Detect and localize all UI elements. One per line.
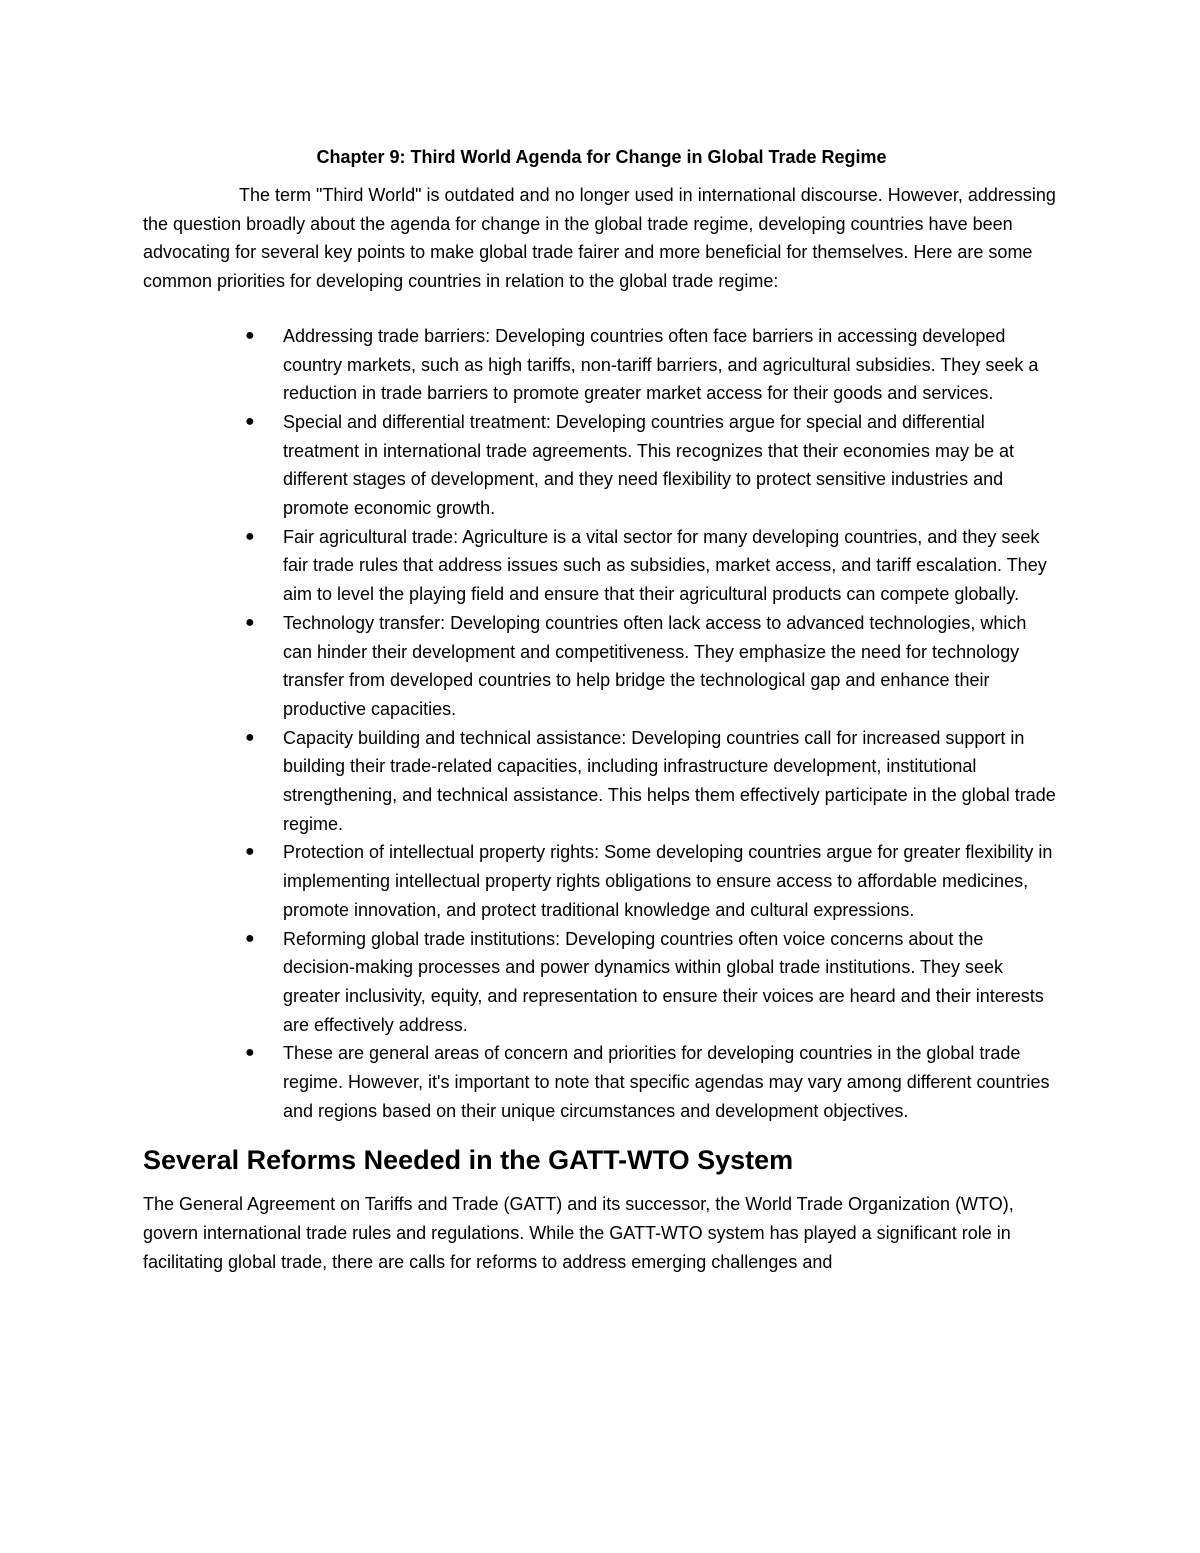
list-item-text: Reforming global trade institutions: Developing countries often voice concerns about the decision-making processes and power dynamics within global trade institutions. They seek greater inclusivity, equity, and representation to ensure their voices are heard and their interests are effectively address. xyxy=(283,928,1044,1035)
list-item xyxy=(245,609,1060,724)
priorities-list xyxy=(143,322,1060,1126)
list-item-text: Special and differential treatment: Developing countries argue for special and differential treatment in international trade agreements. This recognizes that their economies may be at different stages of development, and they need flexibility to protect sensitive industries and promote economic growth. xyxy=(283,411,1015,519)
list-item-text: Fair agricultural trade: Agriculture is a vital sector for many developing countries, and they seek fair trade rules that address issues such as subsidies, market access, and tariff escalation. They aim to level the playing field and ensure that their agricultural products can compete globally. xyxy=(283,526,1047,605)
list-item-text: Technology transfer: Developing countries often lack access to advanced technologies, which can hinder their development and competitiveness. They emphasize the need for technology transfer from developed countries to help bridge the technological gap and enhance their productive capacities. xyxy=(283,612,1027,719)
bullet-icon: ● xyxy=(245,613,255,631)
list-item xyxy=(245,1039,1060,1125)
bullet-icon: ● xyxy=(245,412,255,430)
list-item xyxy=(245,724,1060,839)
bullet-icon: ● xyxy=(245,326,255,344)
list-item xyxy=(245,838,1060,924)
bullet-icon: ● xyxy=(245,728,255,746)
bullet-icon: ● xyxy=(245,1044,255,1062)
section-heading: Several Reforms Needed in the GATT-WTO System xyxy=(143,1144,794,1175)
bullet-icon: ● xyxy=(245,929,255,947)
list-item-text: These are general areas of concern and priorities for developing countries in the global trade regime. However, it's important to note that specific agendas may vary among different countries and regions based on their unique circumstances and development objectives. xyxy=(283,1043,1050,1121)
bullet-icon: ● xyxy=(245,527,255,545)
list-item-text: Addressing trade barriers: Developing countries often face barriers in accessing developed country markets, such as high tariffs, non-tariff barriers, and agricultural subsidies. They seek a reduction in trade barriers to promote greater market access for their goods and services. xyxy=(283,325,1039,404)
bullet-icon: ● xyxy=(245,843,255,861)
list-item xyxy=(245,408,1060,523)
intro-paragraph: The term "Third World" is outdated and no longer used in international discourse. However, addressing the question broadly about the agenda for change in the global trade regime, developing countries have been advocating for several key points to make global trade fairer and more beneficial for themselves. Here are some common priorities for developing countries in relation to the global trade regime: xyxy=(143,185,1056,292)
list-item xyxy=(245,925,1060,1040)
list-item xyxy=(245,322,1060,408)
list-item xyxy=(245,523,1060,609)
list-item-text: Capacity building and technical assistance: Developing countries call for increased support in building their trade-related capacities, including infrastructure development, institutional strengthening, and technical assistance. This helps them effectively participate in the global trade regime. xyxy=(283,727,1056,834)
section-paragraph: The General Agreement on Tariffs and Trade (GATT) and its successor, the World Trade Organization (WTO), govern international trade rules and regulations. While the GATT-WTO system has played a significant role in facilitating global trade, there are calls for reforms to address emerging challenges and xyxy=(143,1194,1014,1272)
chapter-title: Chapter 9: Third World Agenda for Change in Global Trade Regime xyxy=(316,147,887,167)
list-item-text: Protection of intellectual property rights: Some developing countries argue for greater flexibility in implementing intellectual property rights obligations to ensure access to affordable medicines, promote innovation, and protect traditional knowledge and cultural expressions. xyxy=(283,842,1053,920)
